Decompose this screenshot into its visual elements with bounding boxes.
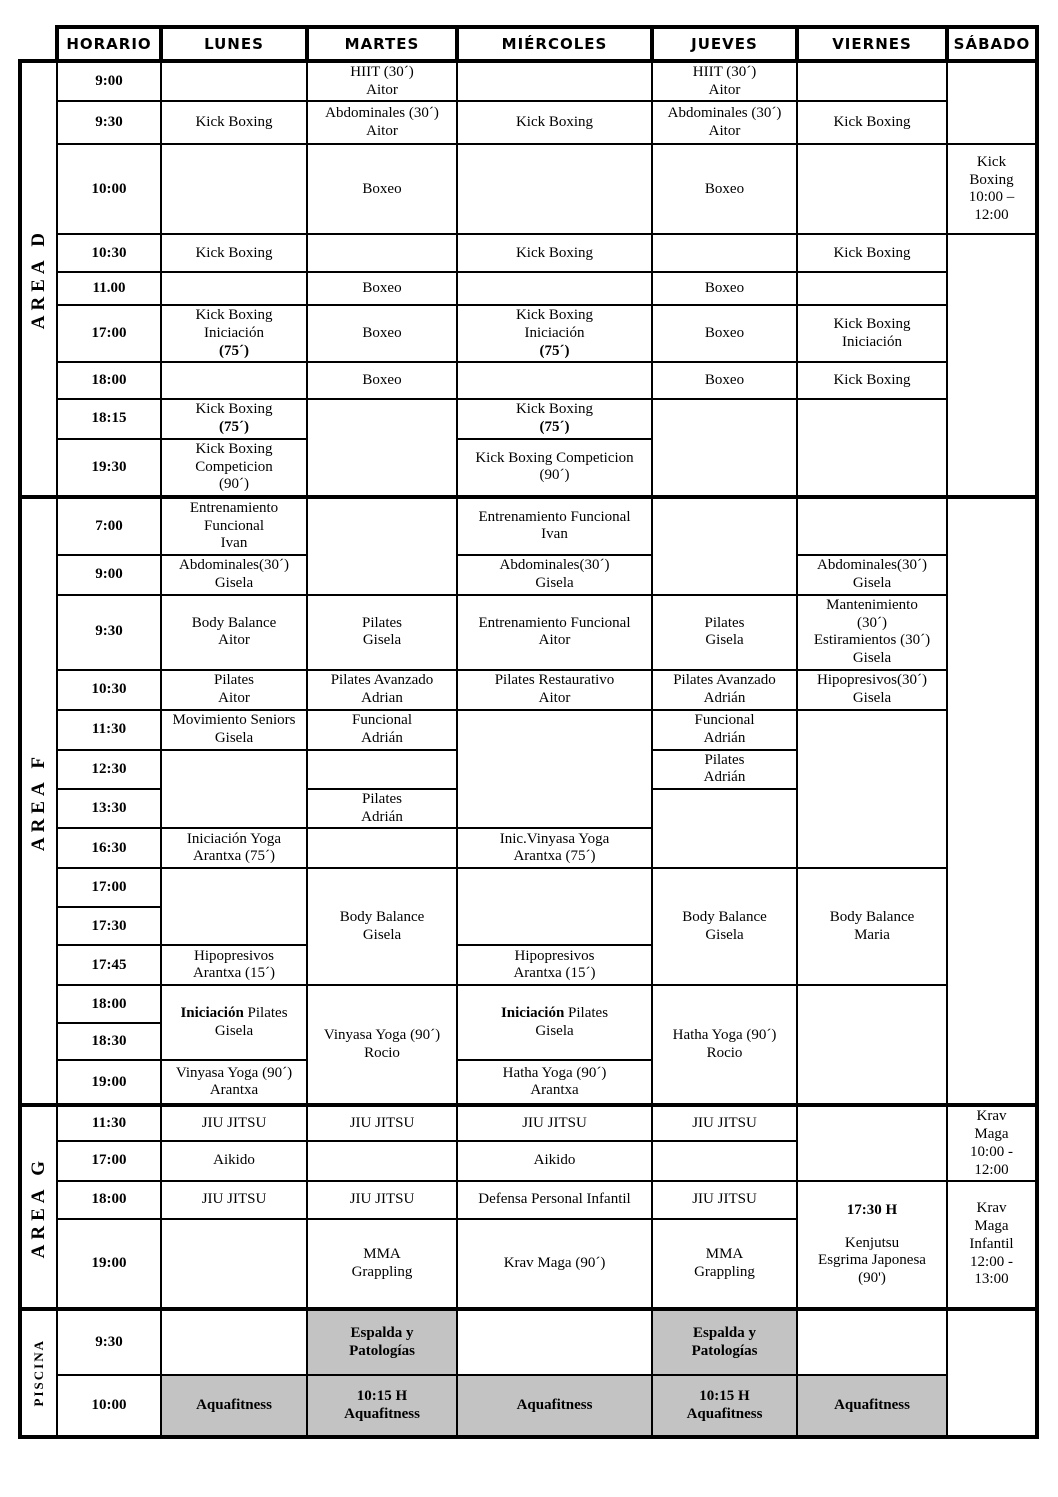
empty-cell xyxy=(457,61,652,101)
class-cell: JIU JITSU xyxy=(307,1105,457,1140)
time-cell: 17:45 xyxy=(57,945,161,985)
section-area-f xyxy=(18,495,1039,1108)
class-cell: Hatha Yoga (90´) Rocio xyxy=(652,985,797,1105)
class-cell: Aquafitness xyxy=(457,1375,652,1437)
empty-cell xyxy=(947,497,1037,1106)
class-cell: JIU JITSU xyxy=(307,1181,457,1219)
empty-cell xyxy=(652,1141,797,1182)
time-cell: 11:30 xyxy=(57,710,161,750)
class-cell: JIU JITSU xyxy=(161,1181,307,1219)
empty-cell xyxy=(797,144,947,234)
class-cell: Pilates Avanzado Adrián xyxy=(652,670,797,710)
class-cell: Kick Boxing 10:00 – 12:00 xyxy=(947,144,1037,234)
empty-cell xyxy=(457,362,652,399)
class-cell: Entrenamiento Funcional Ivan xyxy=(161,497,307,555)
empty-cell xyxy=(161,272,307,305)
time-cell: 18:00 xyxy=(57,362,161,399)
class-cell: Iniciación Pilates Gisela xyxy=(457,985,652,1060)
time-cell: 10:00 xyxy=(57,144,161,234)
empty-cell xyxy=(307,828,457,868)
class-cell: Krav Maga 10:00 - 12:00 xyxy=(947,1105,1037,1181)
empty-cell xyxy=(652,789,797,868)
empty-cell xyxy=(457,272,652,305)
class-cell: HIIT (30´) Aitor xyxy=(652,61,797,101)
class-cell: 10:15 H Aquafitness xyxy=(307,1375,457,1437)
class-cell: 10:15 H Aquafitness xyxy=(652,1375,797,1437)
class-cell: Hipopresivos Arantxa (15´) xyxy=(161,945,307,985)
empty-cell xyxy=(652,497,797,595)
time-cell: 9:30 xyxy=(57,101,161,144)
class-cell: Kick Boxing xyxy=(457,101,652,144)
header-martes: MARTES xyxy=(307,27,457,61)
empty-cell xyxy=(307,750,457,789)
class-cell: JIU JITSU xyxy=(457,1105,652,1140)
time-cell: 18:00 xyxy=(57,985,161,1023)
time-cell: 10:30 xyxy=(57,234,161,272)
class-cell: Kick Boxing xyxy=(457,234,652,272)
class-cell: Pilates Gisela xyxy=(652,595,797,670)
class-cell: Boxeo xyxy=(652,305,797,362)
class-cell: Krav Maga (90´) xyxy=(457,1219,652,1309)
class-cell: Body Balance Gisela xyxy=(307,868,457,985)
class-cell: Inic.Vinyasa Yoga Arantxa (75´) xyxy=(457,828,652,868)
class-cell: Pilates Adrián xyxy=(652,750,797,789)
class-cell: Pilates Restaurativo Aitor xyxy=(457,670,652,710)
empty-cell xyxy=(797,61,947,101)
time-cell: 9:30 xyxy=(57,1309,161,1375)
class-cell: HIIT (30´) Aitor xyxy=(307,61,457,101)
empty-cell xyxy=(947,61,1037,144)
empty-cell xyxy=(457,868,652,945)
header-lunes: LUNES xyxy=(161,27,307,61)
header-row xyxy=(55,25,1039,63)
empty-cell xyxy=(161,144,307,234)
class-cell: MMA Grappling xyxy=(652,1219,797,1309)
section-piscina xyxy=(18,1307,1039,1439)
class-cell: Espalda y Patologías xyxy=(307,1309,457,1375)
empty-cell xyxy=(161,61,307,101)
class-cell: 17:30 H Kenjutsu Esgrima Japonesa (90') xyxy=(797,1181,947,1309)
empty-cell xyxy=(797,272,947,305)
class-cell: Body Balance Aitor xyxy=(161,595,307,670)
class-cell: Pilates Adrián xyxy=(307,789,457,828)
class-cell: Boxeo xyxy=(652,362,797,399)
time-cell: 18:00 xyxy=(57,1181,161,1219)
time-cell: 17:00 xyxy=(57,305,161,362)
class-cell: Aquafitness xyxy=(797,1375,947,1437)
class-cell: JIU JITSU xyxy=(652,1181,797,1219)
time-cell: 13:30 xyxy=(57,789,161,828)
class-cell: Abdominales (30´) Aitor xyxy=(652,101,797,144)
class-cell: Kick Boxing (75´) xyxy=(457,399,652,438)
class-cell: MMA Grappling xyxy=(307,1219,457,1309)
class-cell: JIU JITSU xyxy=(652,1105,797,1140)
class-cell: Boxeo xyxy=(652,272,797,305)
area-label: AREA F xyxy=(20,497,57,1106)
class-cell: Hatha Yoga (90´) Arantxa xyxy=(457,1060,652,1105)
class-cell: Kick Boxing xyxy=(161,234,307,272)
header-miercoles: MIÉRCOLES xyxy=(457,27,652,61)
section-area-d xyxy=(18,59,1039,499)
time-cell: 18:15 xyxy=(57,399,161,438)
empty-cell xyxy=(797,1105,947,1181)
empty-cell xyxy=(797,710,947,869)
area-label: PISCINA xyxy=(20,1309,57,1437)
time-cell: 19:00 xyxy=(57,1060,161,1105)
header-sabado: SÁBADO xyxy=(947,27,1037,61)
class-cell: Entrenamiento Funcional Aitor xyxy=(457,595,652,670)
class-cell: Abdominales (30´) Aitor xyxy=(307,101,457,144)
empty-cell xyxy=(307,1141,457,1182)
class-cell: Kick Boxing xyxy=(797,101,947,144)
class-cell: Kick Boxing xyxy=(161,101,307,144)
time-cell: 10:00 xyxy=(57,1375,161,1437)
time-cell: 11:30 xyxy=(57,1105,161,1140)
class-cell: Abdominales(30´) Gisela xyxy=(457,555,652,595)
class-cell: Pilates Avanzado Adrian xyxy=(307,670,457,710)
time-cell: 10:30 xyxy=(57,670,161,710)
empty-cell xyxy=(797,985,947,1105)
class-cell: Body Balance Gisela xyxy=(652,868,797,985)
header-viernes: VIERNES xyxy=(797,27,947,61)
time-cell: 9:00 xyxy=(57,61,161,101)
class-cell: Abdominales(30´) Gisela xyxy=(797,555,947,595)
empty-cell xyxy=(457,144,652,234)
time-cell: 16:30 xyxy=(57,828,161,868)
empty-cell xyxy=(161,868,307,945)
class-cell: Iniciación Pilates Gisela xyxy=(161,985,307,1060)
empty-cell xyxy=(457,710,652,829)
empty-cell xyxy=(947,1309,1037,1437)
class-cell: Boxeo xyxy=(652,144,797,234)
class-cell: Pilates Gisela xyxy=(307,595,457,670)
class-cell: Mantenimiento (30´) Estiramientos (30´) Gisela xyxy=(797,595,947,670)
empty-cell xyxy=(307,497,457,595)
class-cell: Abdominales(30´) Gisela xyxy=(161,555,307,595)
class-cell: Hipopresivos Arantxa (15´) xyxy=(457,945,652,985)
time-cell: 17:00 xyxy=(57,1141,161,1182)
class-cell: Aquafitness xyxy=(161,1375,307,1437)
class-cell: JIU JITSU xyxy=(161,1105,307,1140)
empty-cell xyxy=(161,750,307,829)
class-cell: Kick Boxing xyxy=(797,362,947,399)
empty-cell xyxy=(161,1219,307,1309)
class-cell: Funcional Adrián xyxy=(307,710,457,750)
class-cell: Espalda y Patologías xyxy=(652,1309,797,1375)
time-cell: 17:30 xyxy=(57,907,161,945)
class-cell: Kick Boxing Iniciación (75´) xyxy=(457,305,652,362)
empty-cell xyxy=(797,497,947,555)
empty-cell xyxy=(797,1309,947,1375)
class-cell: Boxeo xyxy=(307,362,457,399)
class-cell: Kick Boxing xyxy=(797,234,947,272)
time-cell: 9:00 xyxy=(57,555,161,595)
time-cell: 7:00 xyxy=(57,497,161,555)
time-cell: 9:30 xyxy=(57,595,161,670)
class-cell: Vinyasa Yoga (90´) Arantxa xyxy=(161,1060,307,1105)
empty-cell xyxy=(652,234,797,272)
header-jueves: JUEVES xyxy=(652,27,797,61)
class-cell: Iniciación Yoga Arantxa (75´) xyxy=(161,828,307,868)
class-cell: Hipopresivos(30´) Gisela xyxy=(797,670,947,710)
class-cell: Kick Boxing (75´) xyxy=(161,399,307,438)
empty-cell xyxy=(307,234,457,272)
area-label: AREA D xyxy=(20,61,57,497)
empty-cell xyxy=(161,362,307,399)
class-cell: Movimiento Seniors Gisela xyxy=(161,710,307,750)
area-label: AREA G xyxy=(20,1105,57,1309)
time-cell: 19:00 xyxy=(57,1219,161,1309)
time-cell: 17:00 xyxy=(57,868,161,907)
header-horario: HORARIO xyxy=(57,27,161,61)
class-cell: Entrenamiento Funcional Ivan xyxy=(457,497,652,555)
class-cell: Pilates Aitor xyxy=(161,670,307,710)
empty-cell xyxy=(797,399,947,496)
empty-cell xyxy=(457,1309,652,1375)
class-cell: Boxeo xyxy=(307,144,457,234)
empty-cell xyxy=(652,399,797,496)
time-cell: 18:30 xyxy=(57,1023,161,1060)
class-cell: Vinyasa Yoga (90´) Rocio xyxy=(307,985,457,1105)
class-cell: Kick Boxing Iniciación xyxy=(797,305,947,362)
time-cell: 19:30 xyxy=(57,439,161,497)
empty-cell xyxy=(947,234,1037,497)
class-cell: Body Balance Maria xyxy=(797,868,947,985)
class-cell: Kick Boxing Iniciación (75´) xyxy=(161,305,307,362)
time-cell: 12:30 xyxy=(57,750,161,789)
empty-cell xyxy=(307,399,457,496)
class-cell: Boxeo xyxy=(307,272,457,305)
empty-cell xyxy=(161,1309,307,1375)
class-cell: Aikido xyxy=(161,1141,307,1182)
class-cell: Funcional Adrián xyxy=(652,710,797,750)
class-cell: Defensa Personal Infantil xyxy=(457,1181,652,1219)
class-cell: Kick Boxing Competicion (90´) xyxy=(161,439,307,497)
class-cell: Aikido xyxy=(457,1141,652,1182)
class-cell: Krav Maga Infantil 12:00 - 13:00 xyxy=(947,1181,1037,1309)
section-area-g xyxy=(18,1103,1039,1311)
time-cell: 11.00 xyxy=(57,272,161,305)
class-cell: Boxeo xyxy=(307,305,457,362)
class-cell: Kick Boxing Competicion (90´) xyxy=(457,439,652,497)
